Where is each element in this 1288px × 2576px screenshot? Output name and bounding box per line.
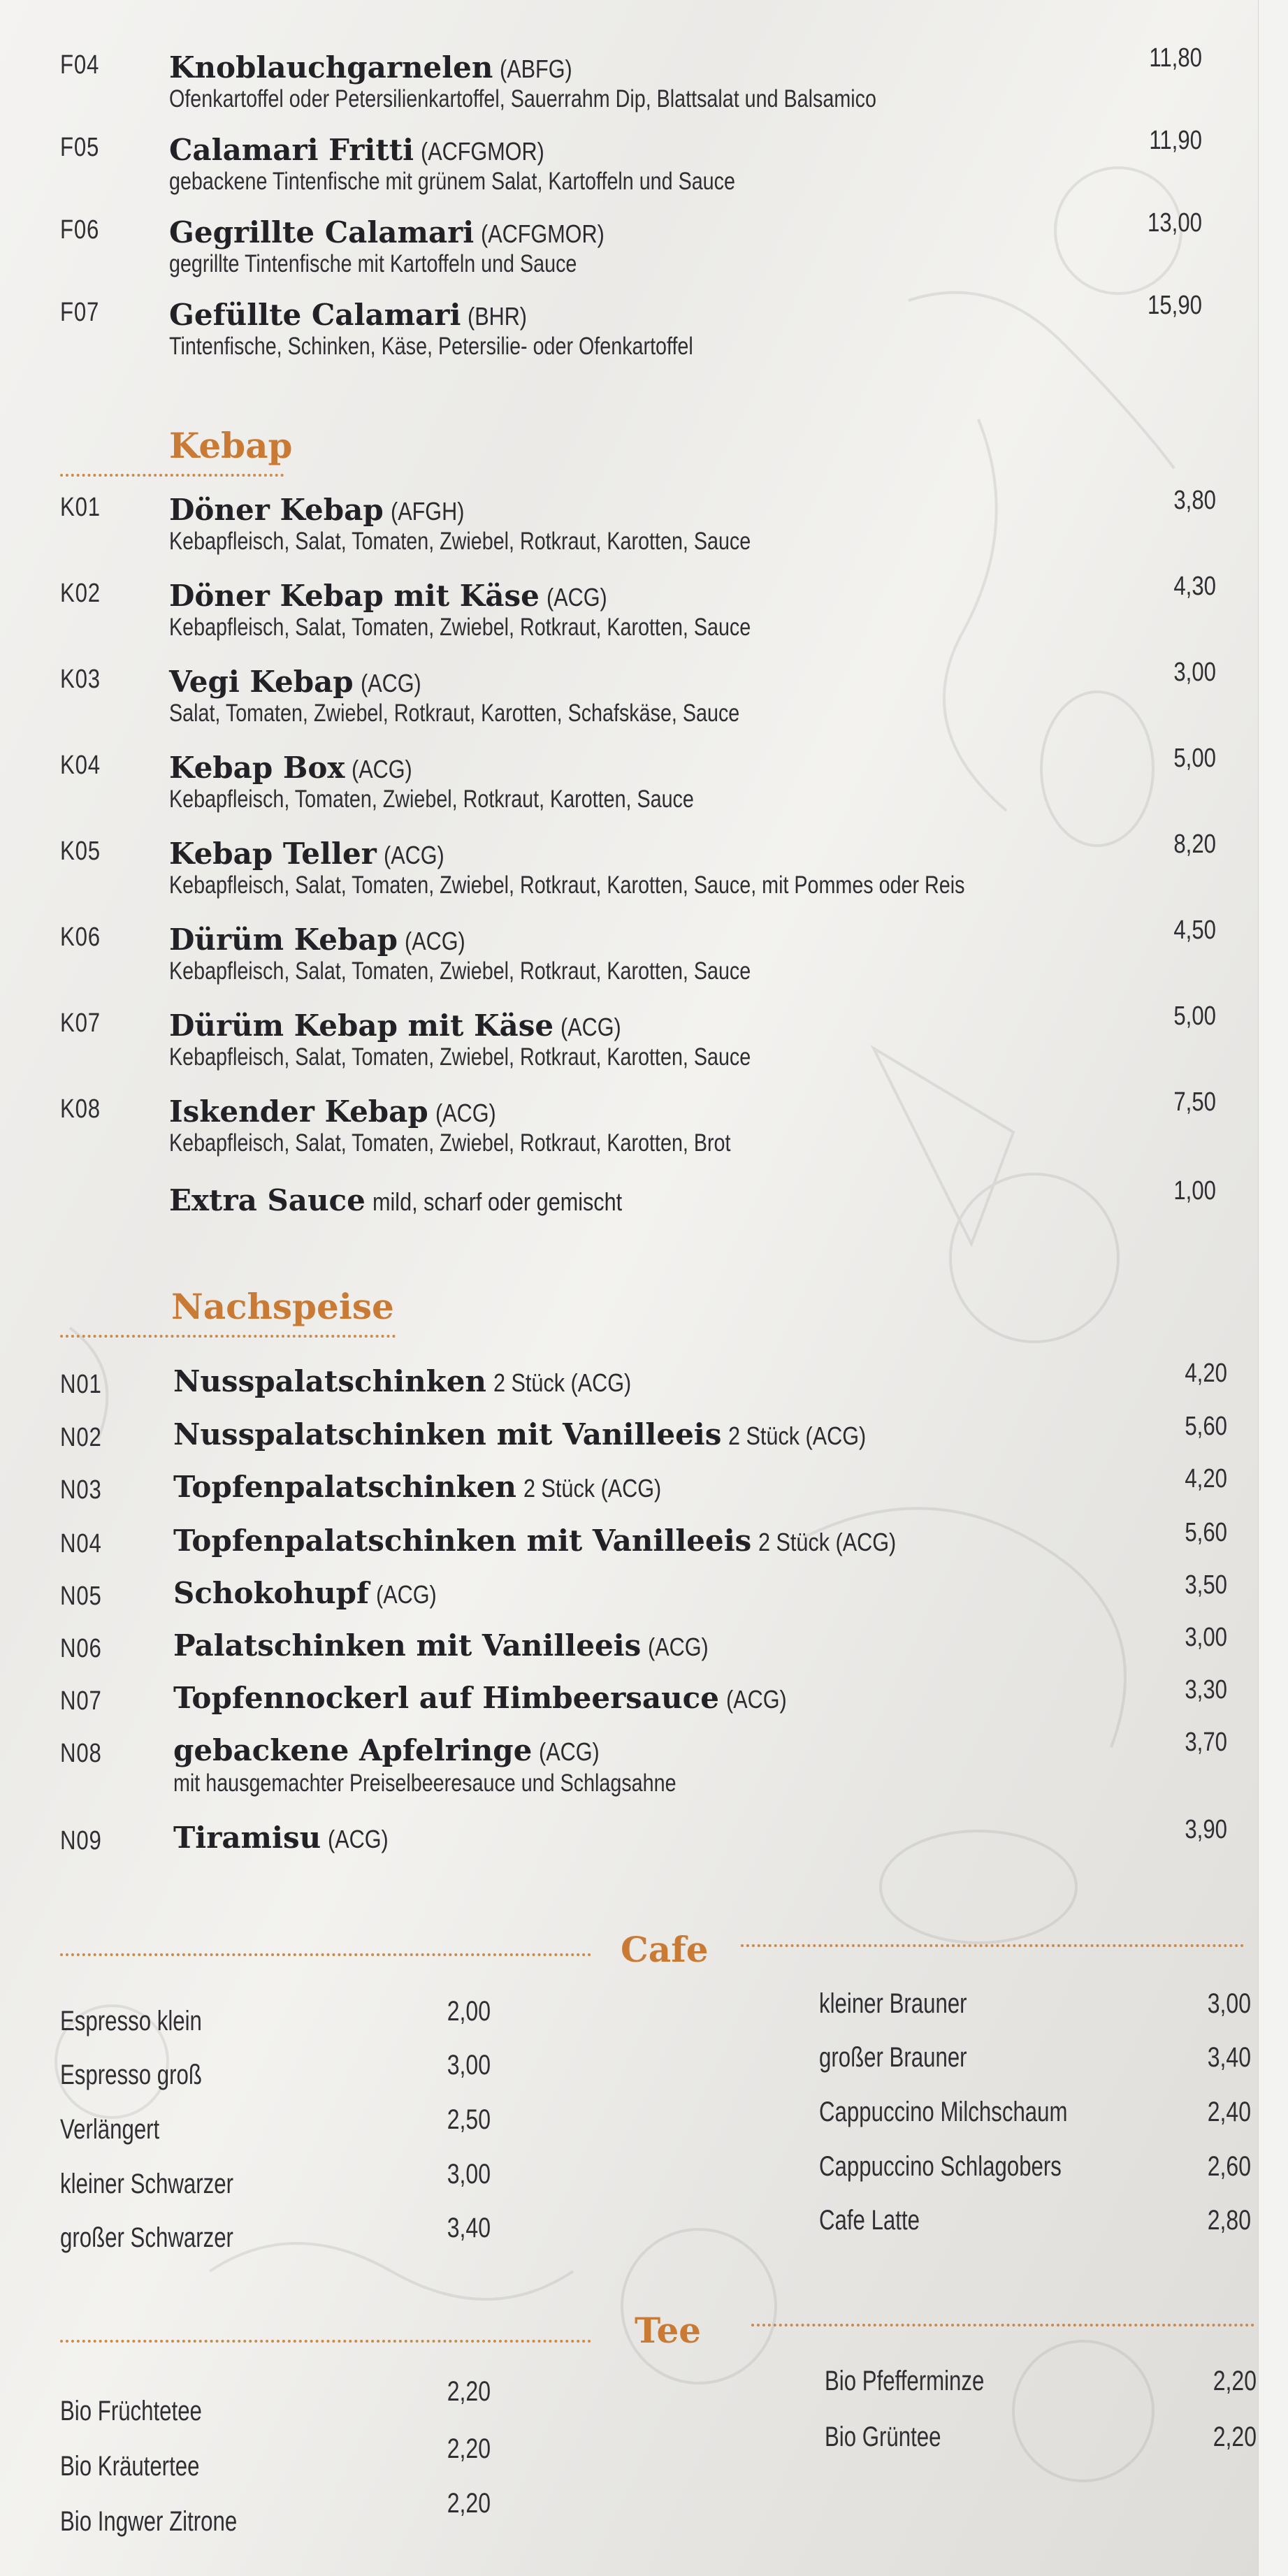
item-description: Kebapfleisch, Tomaten, Zwiebel, Rotkraut, Karotten, Sauce xyxy=(169,786,694,813)
heading-divider xyxy=(60,474,284,477)
item-code: N06 xyxy=(60,1634,102,1663)
heading-divider-left xyxy=(60,1953,591,1956)
item-code: N02 xyxy=(60,1423,102,1452)
item-price: 4,50 xyxy=(1173,916,1216,945)
item-allergens: (ACG) xyxy=(376,1580,437,1609)
item-description: Kebapfleisch, Salat, Tomaten, Zwiebel, Rotkraut, Karotten, Sauce, mit Pommes oder Reis xyxy=(169,871,965,899)
item-price: 15,90 xyxy=(1148,291,1202,320)
cafe-item-price: 2,40 xyxy=(1207,2097,1251,2127)
item-price: 4,30 xyxy=(1173,572,1216,601)
cafe-item-name: Cafe Latte xyxy=(819,2205,920,2236)
item-price: 3,90 xyxy=(1185,1815,1227,1844)
cafe-item-name: kleiner Brauner xyxy=(819,1988,967,2019)
tea-item-price: 2,20 xyxy=(447,2376,491,2407)
heading-divider-left xyxy=(60,2340,591,2343)
item-price: 5,00 xyxy=(1173,744,1216,773)
item-name xyxy=(173,1470,686,1504)
item-name-text: Döner Kebap xyxy=(169,493,384,527)
item-name xyxy=(169,751,423,785)
item-description: Kebapfleisch, Salat, Tomaten, Zwiebel, Rotkraut, Karotten, Sauce xyxy=(169,528,751,555)
cafe-item-price: 3,00 xyxy=(447,2159,491,2190)
item-code: N07 xyxy=(60,1686,102,1716)
item-name xyxy=(173,1681,797,1715)
item-allergens: (ACG) xyxy=(383,841,444,869)
item-allergens: (ACG) xyxy=(539,1737,600,1766)
item-code: N08 xyxy=(60,1739,102,1768)
heading-divider xyxy=(60,1335,396,1338)
section-heading-cafe: Cafe xyxy=(621,1929,709,1970)
cafe-item-price: 2,00 xyxy=(447,1996,491,2027)
item-name-text: Extra Sauce xyxy=(169,1183,366,1217)
item-name-text: Dürüm Kebap mit Käse xyxy=(169,1008,554,1043)
item-name xyxy=(169,1094,507,1129)
section-heading-kebap: Kebap xyxy=(169,425,293,466)
item-allergens: (ACG) xyxy=(352,755,413,783)
tea-item-name: Bio Ingwer Zitrone xyxy=(60,2506,238,2537)
item-price: 5,60 xyxy=(1185,1412,1227,1441)
cafe-item-price: 2,50 xyxy=(447,2104,491,2135)
item-allergens: 2 Stück (ACG) xyxy=(493,1368,632,1397)
item-price: 3,00 xyxy=(1185,1623,1227,1652)
cafe-item-name: Cappuccino Schlagobers xyxy=(819,2151,1062,2182)
item-code: K01 xyxy=(60,493,101,522)
item-name-text: Kebap Box xyxy=(169,751,345,785)
item-price: 3,70 xyxy=(1185,1728,1227,1757)
item-price: 11,80 xyxy=(1149,43,1202,73)
item-code: N01 xyxy=(60,1370,102,1399)
item-name-text: Topfennockerl auf Himbeersauce xyxy=(173,1681,719,1715)
item-allergens: (ACG) xyxy=(435,1099,496,1127)
item-name: Gegrillte Calamari (ACFGMOR) xyxy=(169,215,605,249)
item-allergens: mild, scharf oder gemischt xyxy=(372,1187,622,1216)
tea-item-price: 2,20 xyxy=(447,2433,491,2464)
item-name xyxy=(169,922,476,957)
item-description: Kebapfleisch, Salat, Tomaten, Zwiebel, Rotkraut, Karotten, Sauce xyxy=(169,1043,751,1071)
item-code: K03 xyxy=(60,665,101,694)
item-description: gebackene Tintenfische mit grünem Salat, Kartoffeln und Sauce xyxy=(169,168,735,195)
section-heading-nachspeise: Nachspeise xyxy=(171,1286,394,1327)
item-allergens: (AFGH) xyxy=(390,497,465,526)
item-code: F04 xyxy=(60,50,100,80)
item-price: 11,90 xyxy=(1149,126,1202,155)
item-price: 1,00 xyxy=(1173,1176,1216,1206)
item-name-text: Iskender Kebap xyxy=(169,1094,428,1129)
item-code: K08 xyxy=(60,1094,101,1124)
tea-item-price: 2,20 xyxy=(447,2488,491,2519)
item-code: F06 xyxy=(60,215,100,245)
cafe-item-price: 2,80 xyxy=(1207,2205,1251,2236)
item-allergens: 2 Stück (ACG) xyxy=(523,1474,662,1503)
item-price: 5,00 xyxy=(1173,1001,1216,1031)
item-code: F05 xyxy=(60,133,100,162)
item-code: K06 xyxy=(60,922,101,952)
item-price: 7,50 xyxy=(1173,1087,1216,1117)
item-name xyxy=(169,579,618,613)
item-code: N05 xyxy=(60,1582,102,1611)
item-name: Gefüllte Calamari (BHR) xyxy=(169,298,528,332)
item-description: gegrillte Tintenfische mit Kartoffeln und Sauce xyxy=(169,250,577,277)
cafe-item-name: Cappuccino Milchschaum xyxy=(819,2097,1068,2127)
item-description: Kebapfleisch, Salat, Tomaten, Zwiebel, Rotkraut, Karotten, Sauce xyxy=(169,957,751,985)
item-allergens: (ACG) xyxy=(328,1825,389,1853)
item-name xyxy=(169,665,432,699)
item-price: 4,20 xyxy=(1185,1359,1227,1388)
cafe-item-name: Verlängert xyxy=(60,2114,160,2145)
cafe-item-name: großer Brauner xyxy=(819,2042,967,2073)
item-description: mit hausgemachter Preiselbeeresauce und Schlagsahne xyxy=(173,1770,676,1797)
cafe-item-name: kleiner Schwarzer xyxy=(60,2169,233,2199)
item-name-text: Vegi Kebap xyxy=(169,665,354,699)
item-name-text: Dürüm Kebap xyxy=(169,922,398,957)
tea-item-name: Bio Grüntee xyxy=(825,2422,941,2452)
item-name xyxy=(173,1417,890,1452)
item-code: N03 xyxy=(60,1475,102,1505)
item-name-text: Tiramisu xyxy=(173,1821,321,1855)
tea-item-name: Bio Kräutertee xyxy=(60,2451,200,2482)
cafe-item-price: 3,00 xyxy=(447,2050,491,2081)
item-price: 3,50 xyxy=(1185,1570,1227,1600)
item-price: 8,20 xyxy=(1173,830,1216,859)
item-price: 3,80 xyxy=(1173,486,1216,515)
item-allergens: (ACG) xyxy=(404,927,465,955)
item-name-text: gebackene Apfelringe xyxy=(173,1733,533,1767)
item-allergens: 2 Stück (ACG) xyxy=(758,1528,897,1556)
item-name-text: Döner Kebap mit Käse xyxy=(169,579,540,613)
item-name-text: Kebap Teller xyxy=(169,837,377,871)
item-name-text: Nusspalatschinken mit Vanilleeis xyxy=(173,1417,722,1452)
section-heading-tee: Tee xyxy=(635,2310,702,2351)
item-code: K04 xyxy=(60,751,101,780)
cafe-item-price: 3,00 xyxy=(1207,1988,1251,2019)
item-description: Salat, Tomaten, Zwiebel, Rotkraut, Karotten, Schafskäse, Sauce xyxy=(169,700,740,727)
item-price: 13,00 xyxy=(1148,208,1202,238)
item-allergens: 2 Stück (ACG) xyxy=(728,1421,867,1450)
cafe-item-price: 3,40 xyxy=(1207,2042,1251,2073)
item-price: 3,30 xyxy=(1185,1675,1227,1705)
heading-divider-right xyxy=(741,1944,1244,1947)
item-allergens: (ACG) xyxy=(546,583,607,612)
cafe-item-name: Espresso klein xyxy=(60,2006,202,2036)
item-name-text: Nusspalatschinken xyxy=(173,1364,486,1398)
item-name: Calamari Fritti (ACFGMOR) xyxy=(169,133,544,167)
item-name xyxy=(173,1524,920,1558)
item-name xyxy=(173,1821,399,1855)
page-edge xyxy=(1258,0,1288,2576)
cafe-item-price: 3,40 xyxy=(447,2213,491,2243)
item-description: Kebapfleisch, Salat, Tomaten, Zwiebel, Rotkraut, Karotten, Brot xyxy=(169,1129,731,1157)
item-price: 5,60 xyxy=(1185,1518,1227,1547)
item-code: N04 xyxy=(60,1529,102,1558)
item-price: 3,00 xyxy=(1173,658,1216,687)
item-name xyxy=(173,1733,610,1767)
tea-item-price: 2,20 xyxy=(1213,2422,1257,2452)
item-name xyxy=(173,1576,447,1610)
tea-item-price: 2,20 xyxy=(1213,2366,1257,2396)
item-price: 4,20 xyxy=(1185,1464,1227,1493)
item-allergens: (ACG) xyxy=(560,1013,621,1041)
heading-divider-right xyxy=(751,2324,1254,2327)
item-name xyxy=(169,493,477,527)
item-name xyxy=(173,1628,719,1663)
cafe-item-name: Espresso groß xyxy=(60,2060,202,2090)
item-name xyxy=(169,1183,666,1217)
item-allergens: (ACG) xyxy=(648,1633,709,1661)
item-name xyxy=(169,837,455,871)
tea-item-name: Bio Früchtetee xyxy=(60,2396,202,2426)
item-name xyxy=(173,1364,656,1398)
item-name-text: Schokohupf xyxy=(173,1576,370,1610)
item-name: Knoblauchgarnelen (ABFG) xyxy=(169,50,573,85)
item-code: K07 xyxy=(60,1008,101,1038)
item-name-text: Palatschinken mit Vanilleeis xyxy=(173,1628,642,1663)
item-code: K02 xyxy=(60,579,101,608)
item-name xyxy=(169,1008,632,1043)
item-description: Kebapfleisch, Salat, Tomaten, Zwiebel, Rotkraut, Karotten, Sauce xyxy=(169,614,751,641)
item-allergens: (ACG) xyxy=(360,669,421,697)
item-name-text: Topfenpalatschinken xyxy=(173,1470,516,1504)
cafe-item-name: großer Schwarzer xyxy=(60,2222,233,2253)
item-description: Ofenkartoffel oder Petersilienkartoffel, Sauerrahm Dip, Blattsalat und Balsamico xyxy=(169,85,876,113)
item-code: K05 xyxy=(60,837,101,866)
item-code: F07 xyxy=(60,298,100,327)
item-description: Tintenfische, Schinken, Käse, Petersilie- oder Ofenkartoffel xyxy=(169,333,693,360)
cafe-item-price: 2,60 xyxy=(1207,2151,1251,2182)
item-code: N09 xyxy=(60,1826,102,1855)
item-name-text: Topfenpalatschinken mit Vanilleeis xyxy=(173,1524,752,1558)
item-allergens: (ACG) xyxy=(725,1685,787,1714)
tea-item-name: Bio Pfefferminze xyxy=(825,2366,985,2396)
